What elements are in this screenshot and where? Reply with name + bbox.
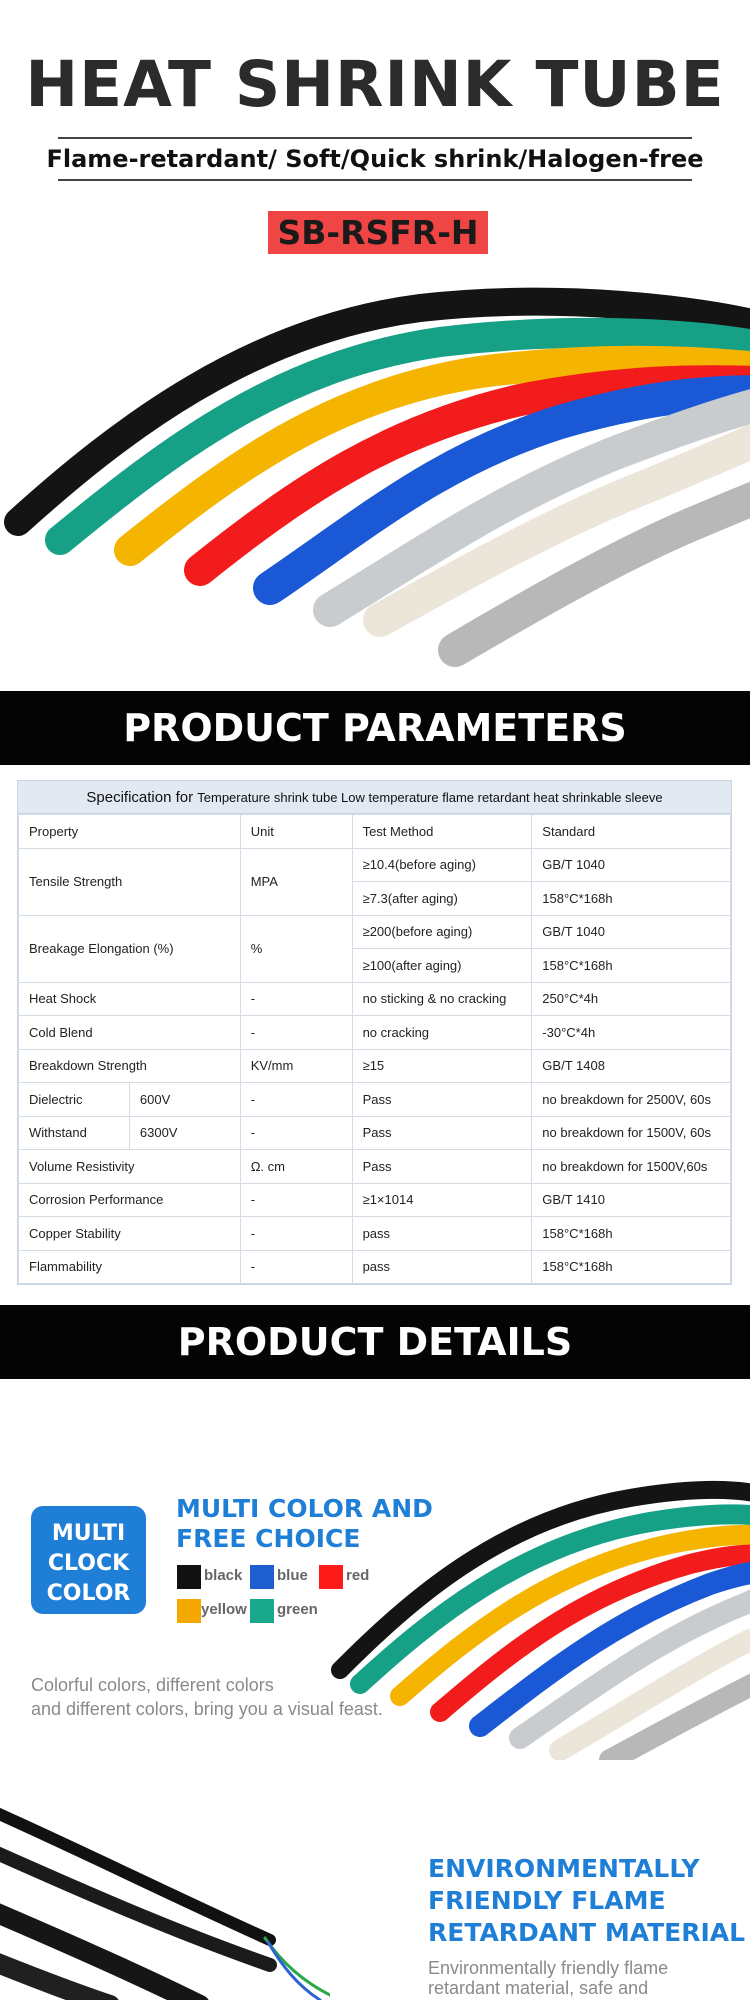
heading-line: ENVIRONMENTALLY [428, 1854, 700, 1883]
method-cell: ≥10.4(before aging) [352, 848, 532, 882]
table-row [19, 1049, 731, 1083]
property-cell: Volume Resistivity [19, 1150, 241, 1184]
property-cell: Tensile Strength [19, 848, 241, 915]
color-chip [250, 1565, 274, 1589]
product-details-banner: PRODUCT DETAILS [0, 1305, 750, 1379]
method-cell: pass [352, 1217, 532, 1251]
method-cell: no sticking & no cracking [352, 982, 532, 1016]
unit-cell: - [240, 1250, 352, 1284]
standard-cell: no breakdown for 1500V, 60s [532, 1116, 731, 1150]
swatch-label: black [204, 1567, 243, 1584]
description-line: and different colors, bring you a visual feast. [31, 1699, 383, 1719]
description-line: Colorful colors, different colors [31, 1675, 274, 1695]
table-row [19, 1150, 731, 1184]
table-row [19, 982, 731, 1016]
table-row [19, 1183, 731, 1217]
title-divider-top [58, 137, 692, 139]
header-unit: Unit [240, 815, 352, 849]
spec-caption-lead: Specification for [86, 789, 198, 806]
swatch-label: blue [277, 1567, 308, 1584]
color-chip [250, 1599, 274, 1623]
standard-cell: -30°C*4h [532, 1016, 731, 1050]
standard-cell: 158°C*168h [532, 949, 731, 983]
heading-line: RETARDANT MATERIAL [428, 1918, 746, 1947]
standard-cell: 158°C*168h [532, 1217, 731, 1251]
unit-cell: - [240, 1217, 352, 1251]
env-description [428, 1958, 668, 1998]
details-tubes-image [330, 1460, 750, 1760]
badge-line: MULTI [51, 1521, 126, 1546]
property-cell: Breakdown Strength [19, 1049, 241, 1083]
multi-color-badge [31, 1506, 146, 1614]
method-cell: Pass [352, 1083, 532, 1117]
unit-cell: - [240, 1116, 352, 1150]
color-chip [177, 1565, 201, 1589]
method-cell: Pass [352, 1150, 532, 1184]
unit-cell: Ω. cm [240, 1150, 352, 1184]
property-cell: Copper Stability [19, 1217, 241, 1251]
badge-line: COLOR [46, 1581, 131, 1606]
method-cell: ≥1×1014 [352, 1183, 532, 1217]
table-row [19, 1083, 731, 1117]
property-cell: Dielectric [19, 1083, 130, 1117]
page-title: HEAT SHRINK TUBE [25, 48, 725, 121]
swatch-label: yellow [201, 1601, 247, 1618]
unit-cell: MPA [240, 848, 352, 915]
spec-table [17, 780, 732, 1285]
property-cell: Cold Blend [19, 1016, 241, 1050]
method-cell: ≥200(before aging) [352, 915, 532, 949]
table-row [19, 915, 731, 949]
badge-line: CLOCK [47, 1551, 130, 1576]
spec-caption [18, 781, 731, 814]
description-line: Environmentally friendly flame [428, 1958, 669, 1978]
method-cell: Pass [352, 1116, 532, 1150]
spec-caption-rest: Temperature shrink tube Low temperature flame retardant heat shrinkable sleeve [197, 790, 663, 805]
standard-cell: 250°C*4h [532, 982, 731, 1016]
header-standard: Standard [532, 815, 731, 849]
table-row [19, 1250, 731, 1284]
heading-line: FRIENDLY FLAME [428, 1886, 666, 1915]
method-cell: ≥7.3(after aging) [352, 882, 532, 916]
method-cell: ≥15 [352, 1049, 532, 1083]
hero-tubes-image [0, 280, 750, 680]
description-line: retardant material, safe and [428, 1978, 649, 1998]
header-property: Property [19, 815, 241, 849]
product-parameters-banner: PRODUCT PARAMETERS [0, 691, 750, 765]
title-divider-bottom [58, 179, 692, 181]
property-cell: Breakage Elongation (%) [19, 915, 241, 982]
standard-cell: 158°C*168h [532, 882, 731, 916]
standard-cell: GB/T 1040 [532, 848, 731, 882]
unit-cell: - [240, 1183, 352, 1217]
voltage-cell: 6300V [129, 1116, 240, 1150]
property-cell: Heat Shock [19, 982, 241, 1016]
unit-cell: KV/mm [240, 1049, 352, 1083]
spec-grid [18, 814, 731, 1284]
table-header-row [19, 815, 731, 849]
method-cell: pass [352, 1250, 532, 1284]
property-cell: Flammability [19, 1250, 241, 1284]
table-row [19, 848, 731, 882]
property-cell: Withstand [19, 1116, 130, 1150]
standard-cell: 158°C*168h [532, 1250, 731, 1284]
unit-cell: - [240, 982, 352, 1016]
table-row [19, 1016, 731, 1050]
swatch-label: red [346, 1567, 370, 1584]
property-cell: Corrosion Performance [19, 1183, 241, 1217]
heading-line: FREE CHOICE [176, 1524, 361, 1553]
unit-cell: % [240, 915, 352, 982]
heading-line: MULTI COLOR AND [176, 1494, 433, 1523]
unit-cell: - [240, 1016, 352, 1050]
model-badge: SB-RSFR-H [268, 211, 488, 254]
table-row [19, 1217, 731, 1251]
env-heading [428, 1853, 745, 1949]
table-row [19, 1116, 731, 1150]
product-subtitle: Flame-retardant/ Soft/Quick shrink/Halogen-free [46, 145, 704, 173]
standard-cell: no breakdown for 1500V,60s [532, 1150, 731, 1184]
unit-cell: - [240, 1083, 352, 1117]
standard-cell: GB/T 1408 [532, 1049, 731, 1083]
standard-cell: GB/T 1410 [532, 1183, 731, 1217]
method-cell: no cracking [352, 1016, 532, 1050]
voltage-cell: 600V [129, 1083, 240, 1117]
cable-image [0, 1790, 330, 2000]
color-chip [177, 1599, 201, 1623]
swatch-label: green [277, 1601, 318, 1618]
standard-cell: GB/T 1040 [532, 915, 731, 949]
method-cell: ≥100(after aging) [352, 949, 532, 983]
standard-cell: no breakdown for 2500V, 60s [532, 1083, 731, 1117]
header-test-method: Test Method [352, 815, 532, 849]
